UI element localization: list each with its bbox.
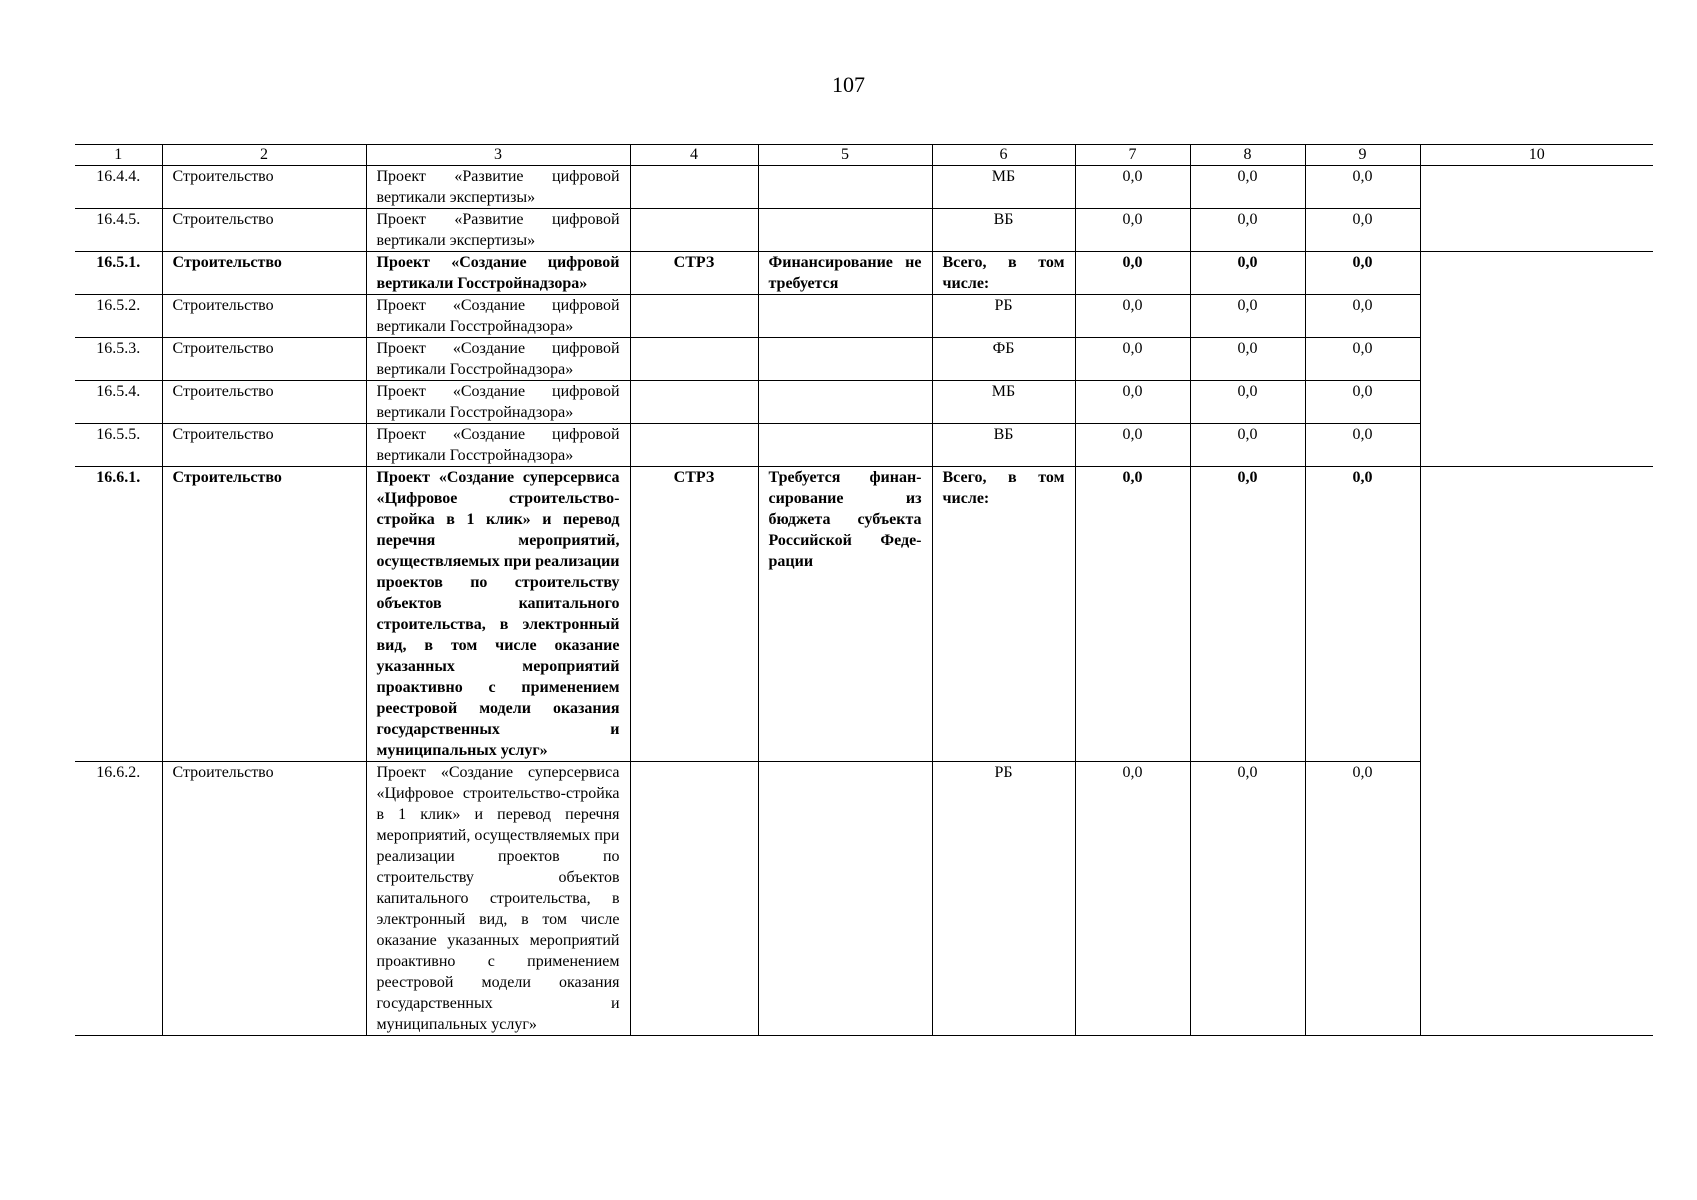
row-executor: СТРЗ bbox=[630, 467, 758, 762]
row-executor bbox=[630, 381, 758, 424]
row-id: 16.4.4. bbox=[75, 166, 162, 209]
table-row bbox=[75, 166, 1653, 209]
row-project: Проект «Создание цифровой вертикали Госстройнадзора» bbox=[366, 252, 630, 295]
column-header: 2 bbox=[162, 145, 366, 166]
row-value-col9: 0,0 bbox=[1305, 424, 1420, 467]
table-row bbox=[75, 762, 1653, 1036]
row-sector: Строительство bbox=[162, 424, 366, 467]
row-executor bbox=[630, 338, 758, 381]
row-value-col8: 0,0 bbox=[1190, 338, 1305, 381]
row-project: Проект «Создание суперсервиса «Цифровое строительство-стройка в 1 клик» и перевод перечня мероприятий, осуществляемых при реализации проектов по строительству объектов капитального строительства, в электронный вид, в том числе оказание указанных мероприятий проактивно с применением реестровой модели оказания государственных и муниципальных услуг» bbox=[366, 762, 630, 1036]
column-header: 7 bbox=[1075, 145, 1190, 166]
row-financing-note bbox=[758, 295, 932, 338]
row-project: Проект «Создание цифровой вертикали Госстройнадзора» bbox=[366, 295, 630, 338]
row-value-col7: 0,0 bbox=[1075, 338, 1190, 381]
row-project: Проект «Создание суперсервиса «Цифровое строительство-стройка в 1 клик» и перевод перечня мероприятий, осуществляемых при реализации проектов по строительству объектов капитального строительства, в электронный вид, в том числе оказание указанных мероприятий проактивно с применением реестровой модели оказания государственных и муниципальных услуг» bbox=[366, 467, 630, 762]
row-budget-source: ВБ bbox=[932, 424, 1075, 467]
row-financing-note bbox=[758, 381, 932, 424]
row-col10 bbox=[1420, 295, 1653, 338]
column-header: 3 bbox=[366, 145, 630, 166]
row-sector: Строительство bbox=[162, 252, 366, 295]
row-project: Проект «Создание цифровой вертикали Госстройнадзора» bbox=[366, 424, 630, 467]
row-executor bbox=[630, 295, 758, 338]
row-value-col7: 0,0 bbox=[1075, 467, 1190, 762]
page-number: 107 bbox=[832, 72, 865, 97]
row-id: 16.6.2. bbox=[75, 762, 162, 1036]
row-financing-note: Требуется финансирование из бюджета субъекта Российской Федерации bbox=[758, 467, 932, 762]
column-header: 10 bbox=[1420, 145, 1653, 166]
row-value-col9: 0,0 bbox=[1305, 467, 1420, 762]
row-value-col8: 0,0 bbox=[1190, 166, 1305, 209]
row-value-col7: 0,0 bbox=[1075, 209, 1190, 252]
row-financing-note: Финансирование не требуется bbox=[758, 252, 932, 295]
row-col10 bbox=[1420, 166, 1653, 209]
row-financing-note bbox=[758, 209, 932, 252]
row-value-col9: 0,0 bbox=[1305, 209, 1420, 252]
row-project: Проект «Создание цифровой вертикали Госстройнадзора» bbox=[366, 381, 630, 424]
column-header: 6 bbox=[932, 145, 1075, 166]
row-col10 bbox=[1420, 338, 1653, 381]
column-header: 4 bbox=[630, 145, 758, 166]
row-value-col7: 0,0 bbox=[1075, 381, 1190, 424]
row-executor: СТРЗ bbox=[630, 252, 758, 295]
row-id: 16.5.1. bbox=[75, 252, 162, 295]
row-col10 bbox=[1420, 762, 1653, 1036]
row-sector: Строительство bbox=[162, 381, 366, 424]
row-value-col8: 0,0 bbox=[1190, 381, 1305, 424]
row-id: 16.5.2. bbox=[75, 295, 162, 338]
row-col10 bbox=[1420, 424, 1653, 467]
row-project: Проект «Создание цифровой вертикали Госстройнадзора» bbox=[366, 338, 630, 381]
row-id: 16.5.4. bbox=[75, 381, 162, 424]
row-value-col8: 0,0 bbox=[1190, 209, 1305, 252]
row-financing-note bbox=[758, 338, 932, 381]
row-sector: Строительство bbox=[162, 762, 366, 1036]
column-header: 1 bbox=[75, 145, 162, 166]
row-value-col9: 0,0 bbox=[1305, 166, 1420, 209]
row-value-col9: 0,0 bbox=[1305, 295, 1420, 338]
row-value-col7: 0,0 bbox=[1075, 295, 1190, 338]
row-col10 bbox=[1420, 381, 1653, 424]
row-executor bbox=[630, 762, 758, 1036]
row-sector: Строительство bbox=[162, 166, 366, 209]
table-row bbox=[75, 295, 1653, 338]
row-id: 16.4.5. bbox=[75, 209, 162, 252]
row-financing-note bbox=[758, 166, 932, 209]
row-budget-source: ВБ bbox=[932, 209, 1075, 252]
column-number-row bbox=[75, 145, 1653, 166]
table-row bbox=[75, 252, 1653, 295]
row-value-col8: 0,0 bbox=[1190, 467, 1305, 762]
row-budget-source: РБ bbox=[932, 762, 1075, 1036]
row-value-col7: 0,0 bbox=[1075, 166, 1190, 209]
row-id: 16.6.1. bbox=[75, 467, 162, 762]
row-col10 bbox=[1420, 467, 1653, 762]
row-executor bbox=[630, 166, 758, 209]
table-row bbox=[75, 467, 1653, 762]
row-budget-source: МБ bbox=[932, 166, 1075, 209]
column-header: 5 bbox=[758, 145, 932, 166]
row-project: Проект «Развитие цифровой вертикали экспертизы» bbox=[366, 166, 630, 209]
row-budget-source: Всего, в том числе: bbox=[932, 252, 1075, 295]
table-row bbox=[75, 338, 1653, 381]
column-header: 9 bbox=[1305, 145, 1420, 166]
table-row bbox=[75, 381, 1653, 424]
row-value-col9: 0,0 bbox=[1305, 381, 1420, 424]
row-sector: Строительство bbox=[162, 338, 366, 381]
row-value-col8: 0,0 bbox=[1190, 762, 1305, 1036]
table-row bbox=[75, 209, 1653, 252]
row-financing-note bbox=[758, 762, 932, 1036]
row-col10 bbox=[1420, 252, 1653, 295]
row-executor bbox=[630, 424, 758, 467]
row-value-col8: 0,0 bbox=[1190, 252, 1305, 295]
row-project: Проект «Развитие цифровой вертикали экспертизы» bbox=[366, 209, 630, 252]
row-budget-source: МБ bbox=[932, 381, 1075, 424]
row-budget-source: ФБ bbox=[932, 338, 1075, 381]
row-value-col7: 0,0 bbox=[1075, 424, 1190, 467]
row-col10 bbox=[1420, 209, 1653, 252]
row-budget-source: РБ bbox=[932, 295, 1075, 338]
row-value-col7: 0,0 bbox=[1075, 252, 1190, 295]
row-executor bbox=[630, 209, 758, 252]
row-value-col8: 0,0 bbox=[1190, 295, 1305, 338]
row-value-col9: 0,0 bbox=[1305, 338, 1420, 381]
row-value-col9: 0,0 bbox=[1305, 252, 1420, 295]
row-id: 16.5.5. bbox=[75, 424, 162, 467]
table-row bbox=[75, 424, 1653, 467]
budget-table bbox=[75, 144, 1653, 1036]
row-value-col9: 0,0 bbox=[1305, 762, 1420, 1036]
column-header: 8 bbox=[1190, 145, 1305, 166]
row-financing-note bbox=[758, 424, 932, 467]
row-budget-source: Всего, в том числе: bbox=[932, 467, 1075, 762]
row-sector: Строительство bbox=[162, 209, 366, 252]
row-id: 16.5.3. bbox=[75, 338, 162, 381]
row-value-col8: 0,0 bbox=[1190, 424, 1305, 467]
row-sector: Строительство bbox=[162, 295, 366, 338]
row-value-col7: 0,0 bbox=[1075, 762, 1190, 1036]
row-sector: Строительство bbox=[162, 467, 366, 762]
